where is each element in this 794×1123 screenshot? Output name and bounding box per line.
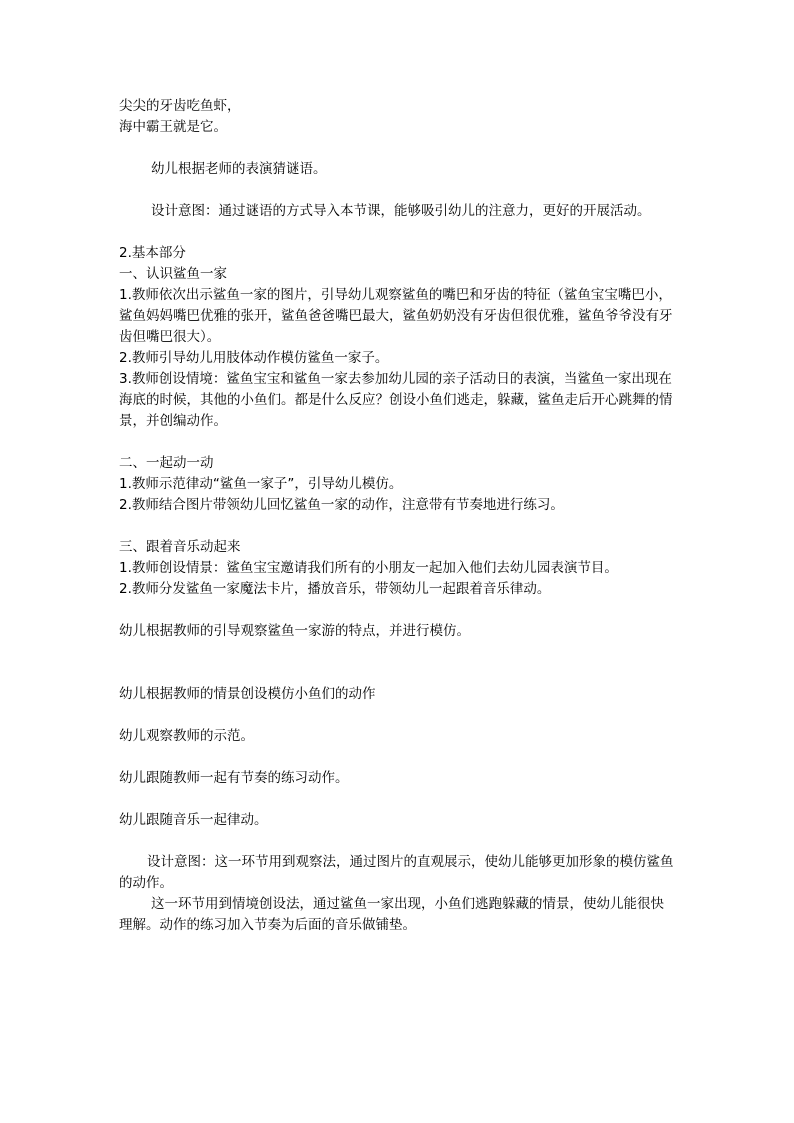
spacer (119, 432, 675, 453)
riddle-line-1: 尖尖的牙齿吃鱼虾， (119, 98, 241, 114)
spacer (119, 516, 675, 537)
section-1-item-1: 1.教师依次出示鲨鱼一家的图片，引导幼儿观察鲨鱼的嘴巴和牙齿的特征（鲨鱼宝宝嘴巴小，鲨鱼妈妈嘴巴优雅的张开，鲨鱼爸爸嘴巴最大，鲨鱼奶奶没有牙齿但很优雅，鲨鱼爷爷没有牙齿但嘴巴很大）。 (119, 287, 673, 345)
section-2-title: 二、一起动一动 (119, 455, 214, 471)
spacer (119, 180, 675, 201)
spacer (119, 831, 675, 852)
spacer (119, 138, 675, 159)
section-3-item-1: 1.教师创设情景：鲨鱼宝宝邀请我们所有的小朋友一起加入他们去幼儿园表演节目。 (119, 560, 618, 576)
spacer (119, 222, 675, 243)
design-intent-2-part-2: 这一环节用到情境创设法，通过鲨鱼一家出现，小鱼们逃跑躲藏的情景，使幼儿能很快理解。动作的练习加入节奏为后面的音乐做铺垫。 (119, 896, 664, 933)
guess-note: 幼儿根据老师的表演猜谜语。 (151, 161, 327, 177)
child-note-practice-rhythm: 幼儿跟随教师一起有节奏的练习动作。 (119, 770, 349, 786)
spacer (119, 747, 675, 768)
section-1-title: 一、认识鲨鱼一家 (119, 266, 227, 282)
child-note-imitate-fish: 幼儿根据教师的情景创设模仿小鱼们的动作 (119, 686, 376, 702)
section-1-item-3: 3.教师创设情境：鲨鱼宝宝和鲨鱼一家去参加幼儿园的亲子活动日的表演，当鲨鱼一家出现在海底的时候，其他的小鱼们。都是什么反应？创设小鱼们逃走，躲藏，鲨鱼走后开心跳舞的情景，并创编动作。 (119, 371, 673, 429)
section-3-item-2: 2.教师分发鲨鱼一家魔法卡片，播放音乐，带领幼儿一起跟着音乐律动。 (119, 581, 551, 597)
design-intent-1: 设计意图：通过谜语的方式导入本节课，能够吸引幼儿的注意力，更好的开展活动。 (151, 203, 651, 219)
spacer (119, 705, 675, 726)
document-body (119, 96, 675, 936)
section-2-item-2: 2.教师结合图片带领幼儿回忆鲨鱼一家的动作，注意带有节奏地进行练习。 (119, 497, 564, 513)
child-note-observe-demo: 幼儿观察教师的示范。 (119, 728, 254, 744)
spacer (119, 600, 675, 621)
child-note-observe-swim: 幼儿根据教师的引导观察鲨鱼一家游的特点，并进行模仿。 (119, 623, 470, 639)
design-intent-2-part-1: 设计意图：这一环节用到观察法，通过图片的直观展示，使幼儿能够更加形象的模仿鲨鱼的动作。 (119, 854, 674, 891)
section-3-title: 三、跟着音乐动起来 (119, 539, 241, 555)
spacer (119, 642, 675, 684)
section-2-item-1: 1.教师示范律动“鲨鱼一家子”，引导幼儿模仿。 (119, 476, 403, 492)
section-1-item-2: 2.教师引导幼儿用肢体动作模仿鲨鱼一家子。 (119, 350, 389, 366)
riddle-line-2: 海中霸王就是它。 (119, 119, 227, 135)
spacer (119, 789, 675, 810)
basic-part-heading: 2.基本部分 (119, 245, 186, 261)
child-note-follow-music: 幼儿跟随音乐一起律动。 (119, 812, 268, 828)
